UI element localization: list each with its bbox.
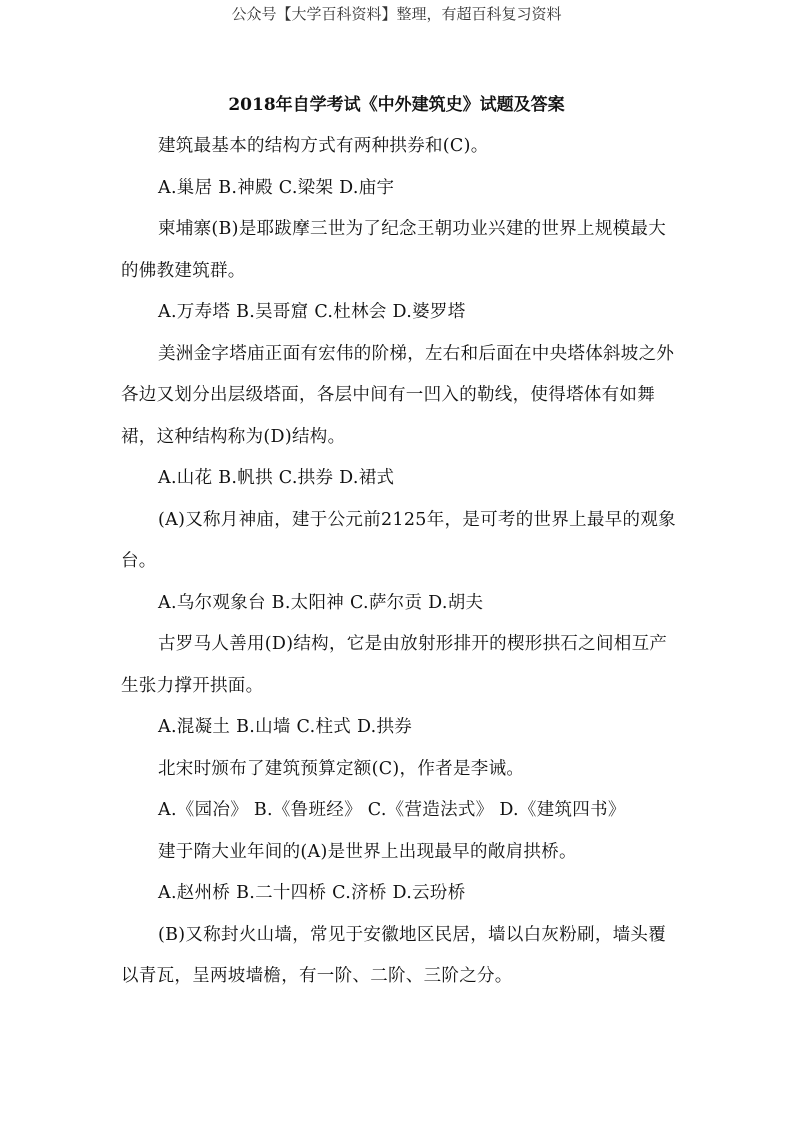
options-1: A.巢居 B.神殿 C.梁架 D.庙宇 bbox=[158, 177, 395, 198]
question-4: (A)又称月神庙，建于公元前2125年，是可考的世界上最早的观象台。 bbox=[121, 509, 676, 571]
options-6: A.《园冶》 B.《鲁班经》 C.《营造法式》 D.《建筑四书》 bbox=[158, 800, 626, 820]
page-header: 公众号【大学百科资料】整理，有超百科复习资料 bbox=[231, 5, 562, 23]
options-7: A.赵州桥 B.二十四桥 C.济桥 D.云玢桥 bbox=[158, 883, 466, 903]
question-6: 北宋时颁布了建筑预算定额(C)，作者是李诫。 bbox=[158, 758, 525, 779]
question-2: 柬埔寨(B)是耶跋摩三世为了纪念王朝功业兴建的世界上规模最大的佛教建筑群。 bbox=[121, 219, 667, 281]
options-4: A.乌尔观象台 B.太阳神 C.萨尔贡 D.胡夫 bbox=[158, 592, 484, 613]
question-3: 美洲金字塔庙正面有宏伟的阶梯，左右和后面在中央塔体斜坡之外各边又划分出层级塔面，各层中间有一凹入的勒线，使得塔体有如舞裙，这种结构称为(D)结构。 bbox=[121, 343, 675, 447]
document-title: 2018年自学考试《中外建筑史》试题及答案 bbox=[228, 95, 565, 115]
question-8: (B)又称封火山墙，常见于安徽地区民居，墙以白灰粉刷，墙头覆以青瓦，呈两坡墙檐，有一阶、二阶、三阶之分。 bbox=[121, 924, 667, 986]
question-1: 建筑最基本的结构方式有两种拱券和(C)。 bbox=[158, 136, 489, 156]
options-3: A.山花 B.帆拱 C.拱券 D.裙式 bbox=[158, 468, 395, 488]
options-5: A.混凝土 B.山墙 C.柱式 D.拱券 bbox=[158, 717, 413, 737]
question-7: 建于隋大业年间的(A)是世界上出现最早的敞肩拱桥。 bbox=[158, 841, 577, 862]
options-2: A.万寿塔 B.吴哥窟 C.杜林会 D.婆罗塔 bbox=[158, 302, 466, 322]
question-5: 古罗马人善用(D)结构，它是由放射形排开的楔形拱石之间相互产生张力撑开拱面。 bbox=[121, 634, 668, 696]
question-list bbox=[121, 126, 681, 998]
